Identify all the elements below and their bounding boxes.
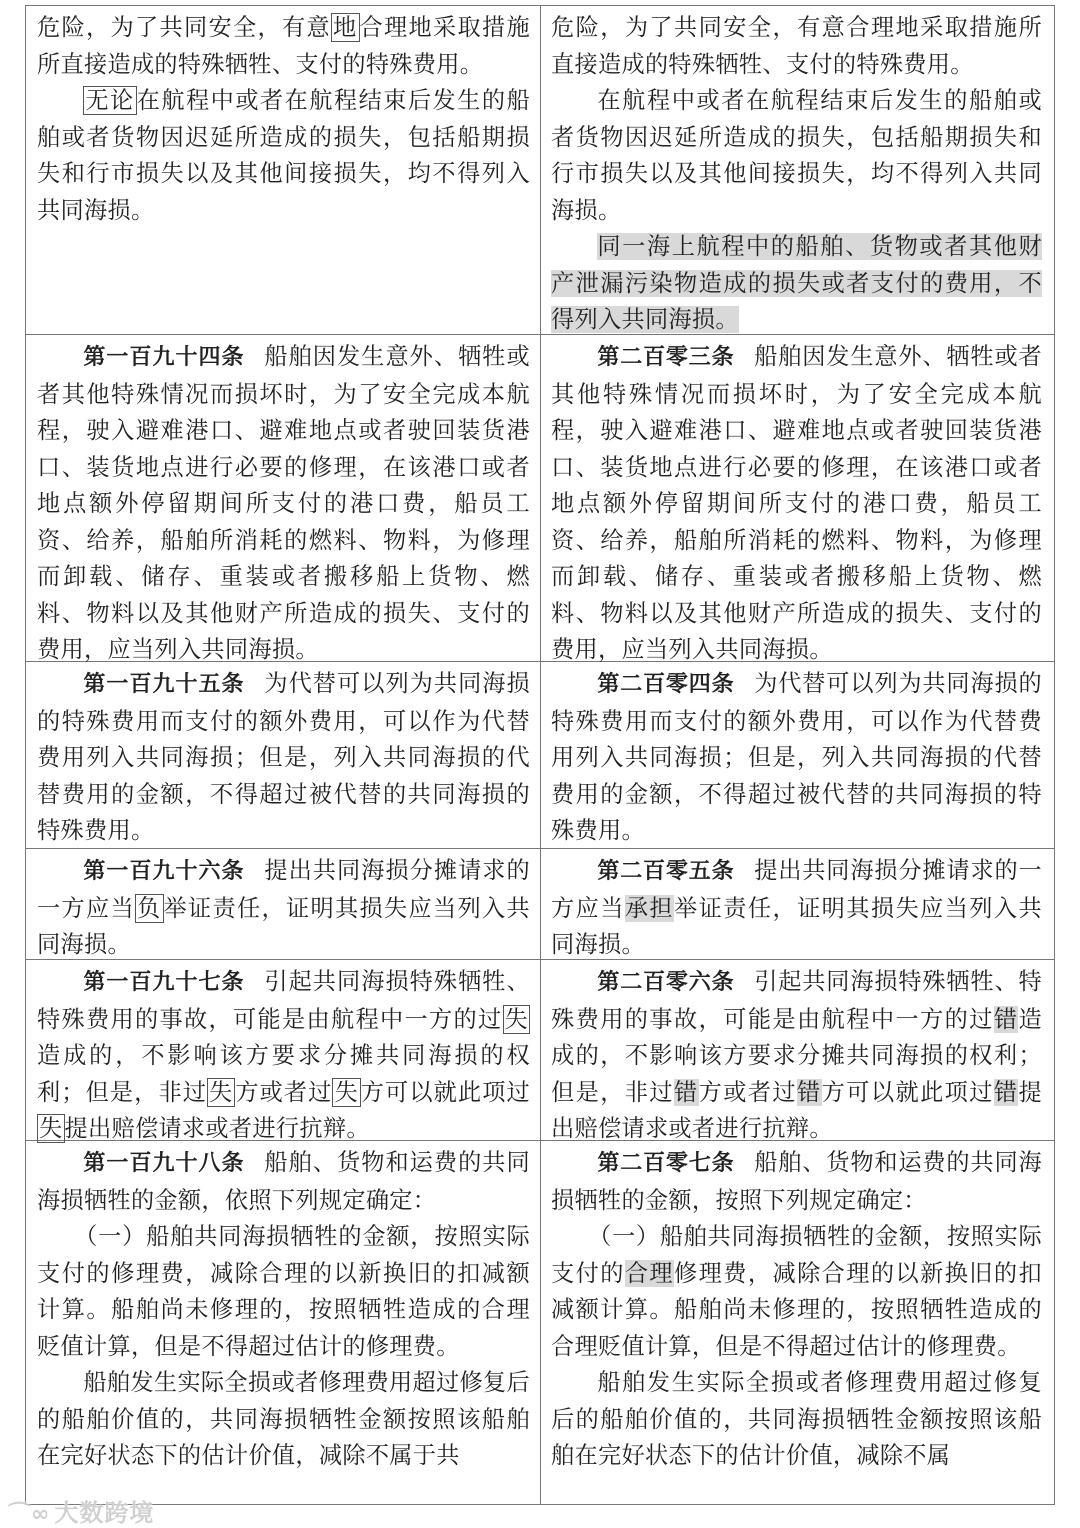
table-row [26, 334, 1054, 661]
article-number: 第一百九十八条 [83, 1151, 245, 1176]
old-law-cell [26, 849, 541, 959]
old-law-cell [26, 335, 541, 661]
article-number: 第一百九十四条 [83, 345, 245, 370]
article-number: 第一百九十五条 [83, 672, 245, 697]
new-law-cell [541, 1141, 1054, 1504]
paragraph: 在航程中或者在航程结束后发生的船舶或者货物因迟延所造成的损失，包括船期损失和行市损失以及其他间接损失，均不得列入共同海损。 [551, 87, 1042, 224]
paragraph: 第一百九十四条 船舶因发生意外、牺牲或者其他特殊情况而损坏时，为了安全完成本航程，驶入避难港口、避难地点或者驶回装货港口、装货地点进行必要的修理，在该港口或者地点额外停留期间所支付的港口费，船员工资、给养，船舶所消耗的燃料、物料，为修理而卸载、储存、重装或者搬移船上货物、燃料、物料以及其他财产所造成的损失、支付的费用，应当列入共同海损。 [37, 343, 530, 663]
new-law-cell [541, 6, 1054, 334]
boxed-term: 失 [209, 1078, 234, 1106]
table-row [26, 1140, 1054, 1504]
paragraph: 第二百零七条 船舶、货物和运费的共同海损牺牲的金额，按照下列规定确定： [551, 1149, 1042, 1214]
article-number: 第一百九十七条 [83, 970, 245, 995]
paragraph: 第一百九十七条 引起共同海损特殊牺牲、特殊费用的事故，可能是由航程中一方的过失造成的，不影响该方要求分摊共同海损的权利；但是，非过失方或者过失方可以就此项过失提出赔偿请求或者进行抗辩。 [37, 968, 530, 1142]
table-row [26, 6, 1054, 334]
boxed-term: 无论 [85, 87, 135, 114]
paragraph: 危险，为了共同安全，有意合理地采取措施所直接造成的特殊牺牲、支付的特殊费用。 [551, 14, 1042, 78]
article-number: 第二百零三条 [597, 345, 735, 370]
new-text-highlight: 承担 [624, 894, 675, 922]
boxed-term: 地 [333, 14, 358, 41]
table-row [26, 848, 1054, 959]
new-law-cell [541, 960, 1054, 1140]
article-number: 第一百九十六条 [83, 859, 245, 884]
new-law-cell [541, 335, 1054, 661]
paragraph: 无论在航程中或者在航程结束后发生的船舶或者货物因迟延所造成的损失，包括船期损失和行市损失以及其他间接损失，均不得列入共同海损。 [37, 87, 530, 224]
article-number: 第二百零四条 [597, 672, 735, 697]
paragraph: 船舶发生实际全损或者修理费用超过修复后的船舶价值的，共同海损牺牲金额按照该船舶在完好状态下的估计价值，减除不属 [551, 1369, 1042, 1469]
watermark-text: 大数跨境 [54, 1499, 155, 1527]
new-text-highlight: 同一海上航程中的船舶、货物或者其他财产泄漏污染物造成的损失或者支付的费用，不得列入共同海损。 [551, 233, 1042, 333]
table-row [26, 959, 1054, 1140]
old-law-cell [26, 662, 541, 848]
paragraph: 第二百零五条 提出共同海损分摊请求的一方应当承担举证责任，证明其损失应当列入共同海损。 [551, 857, 1043, 958]
boxed-term: 负 [137, 894, 162, 922]
watermark [8, 1493, 154, 1528]
list-item: （一）船舶共同海损牺牲的金额，按照实际支付的合理修理费，减除合理的以新换旧的扣减额计算。船舶尚未修理的，按照牺牲造成的合理贬值计算，但是不得超过估计的修理费。 [551, 1223, 1043, 1360]
paragraph: 船舶发生实际全损或者修理费用超过修复后的船舶价值的，共同海损牺牲金额按照该船舶在完好状态下的估计价值，减除不属于共 [37, 1369, 530, 1469]
table-row [26, 661, 1054, 848]
paragraph: 危险，为了共同安全，有意地合理地采取措施所直接造成的特殊牺牲、支付的特殊费用。 [37, 14, 530, 78]
comparison-table [25, 5, 1055, 1505]
new-law-cell [541, 662, 1054, 848]
paragraph: 第一百九十八条 船舶、货物和运费的共同海损牺牲的金额，依照下列规定确定： [37, 1149, 530, 1214]
old-law-cell [26, 960, 541, 1140]
list-item: （一）船舶共同海损牺牲的金额，按照实际支付的修理费，减除合理的以新换旧的扣减额计算。船舶尚未修理的，按照牺牲造成的合理贬值计算，但是不得超过估计的修理费。 [37, 1223, 530, 1360]
new-text-highlight: 合理 [624, 1259, 675, 1287]
paragraph: 第一百九十六条 提出共同海损分摊请求的一方应当负举证责任，证明其损失应当列入共同海损。 [37, 857, 530, 958]
paragraph: 第二百零六条 引起共同海损特殊牺牲、特殊费用的事故，可能是由航程中一方的过错造成的，不影响该方要求分摊共同海损的权利；但是，非过错方或者过错方可以就此项过错提出赔偿请求或者进行抗辩。 [551, 968, 1042, 1142]
new-text-highlight: 错 [993, 1078, 1019, 1106]
paragraph: 第二百零三条 船舶因发生意外、牺牲或者其他特殊情况而损坏时，为了安全完成本航程，驶入避难港口、避难地点或者驶回装货港口、装货地点进行必要的修理，在该港口或者地点额外停留期间所支付的港口费，船员工资、给养，船舶所消耗的燃料、物料，为修理而卸载、储存、重装或者搬移船上货物、燃料、物料以及其他财产所造成的损失、支付的费用，应当列入共同海损。 [551, 343, 1042, 663]
article-number: 第二百零七条 [597, 1151, 735, 1176]
new-law-cell [541, 849, 1054, 959]
new-text-highlight: 错 [797, 1078, 822, 1106]
highlighted-paragraph [551, 229, 1042, 339]
watermark-logo-icon: ⌒∞ [8, 1502, 51, 1527]
boxed-term: 失 [334, 1078, 359, 1106]
paragraph: 第二百零四条 为代替可以列为共同海损的特殊费用而支付的额外费用，可以作为代替费用列入共同海损；但是，列入共同海损的代替费用的金额，不得超过被代替的共同海损的特殊费用。 [551, 670, 1042, 844]
boxed-term: 失 [504, 1005, 528, 1033]
new-text-highlight: 错 [993, 1005, 1019, 1033]
article-number: 第二百零五条 [597, 859, 735, 884]
new-text-highlight: 错 [674, 1078, 699, 1106]
paragraph: 第一百九十五条 为代替可以列为共同海损的特殊费用而支付的额外费用，可以作为代替费用列入共同海损；但是，列入共同海损的代替费用的金额，不得超过被代替的共同海损的特殊费用。 [37, 670, 530, 844]
old-law-cell [26, 6, 541, 334]
boxed-term: 失 [39, 1115, 63, 1142]
old-law-cell [26, 1141, 541, 1504]
article-number: 第二百零六条 [597, 970, 735, 995]
